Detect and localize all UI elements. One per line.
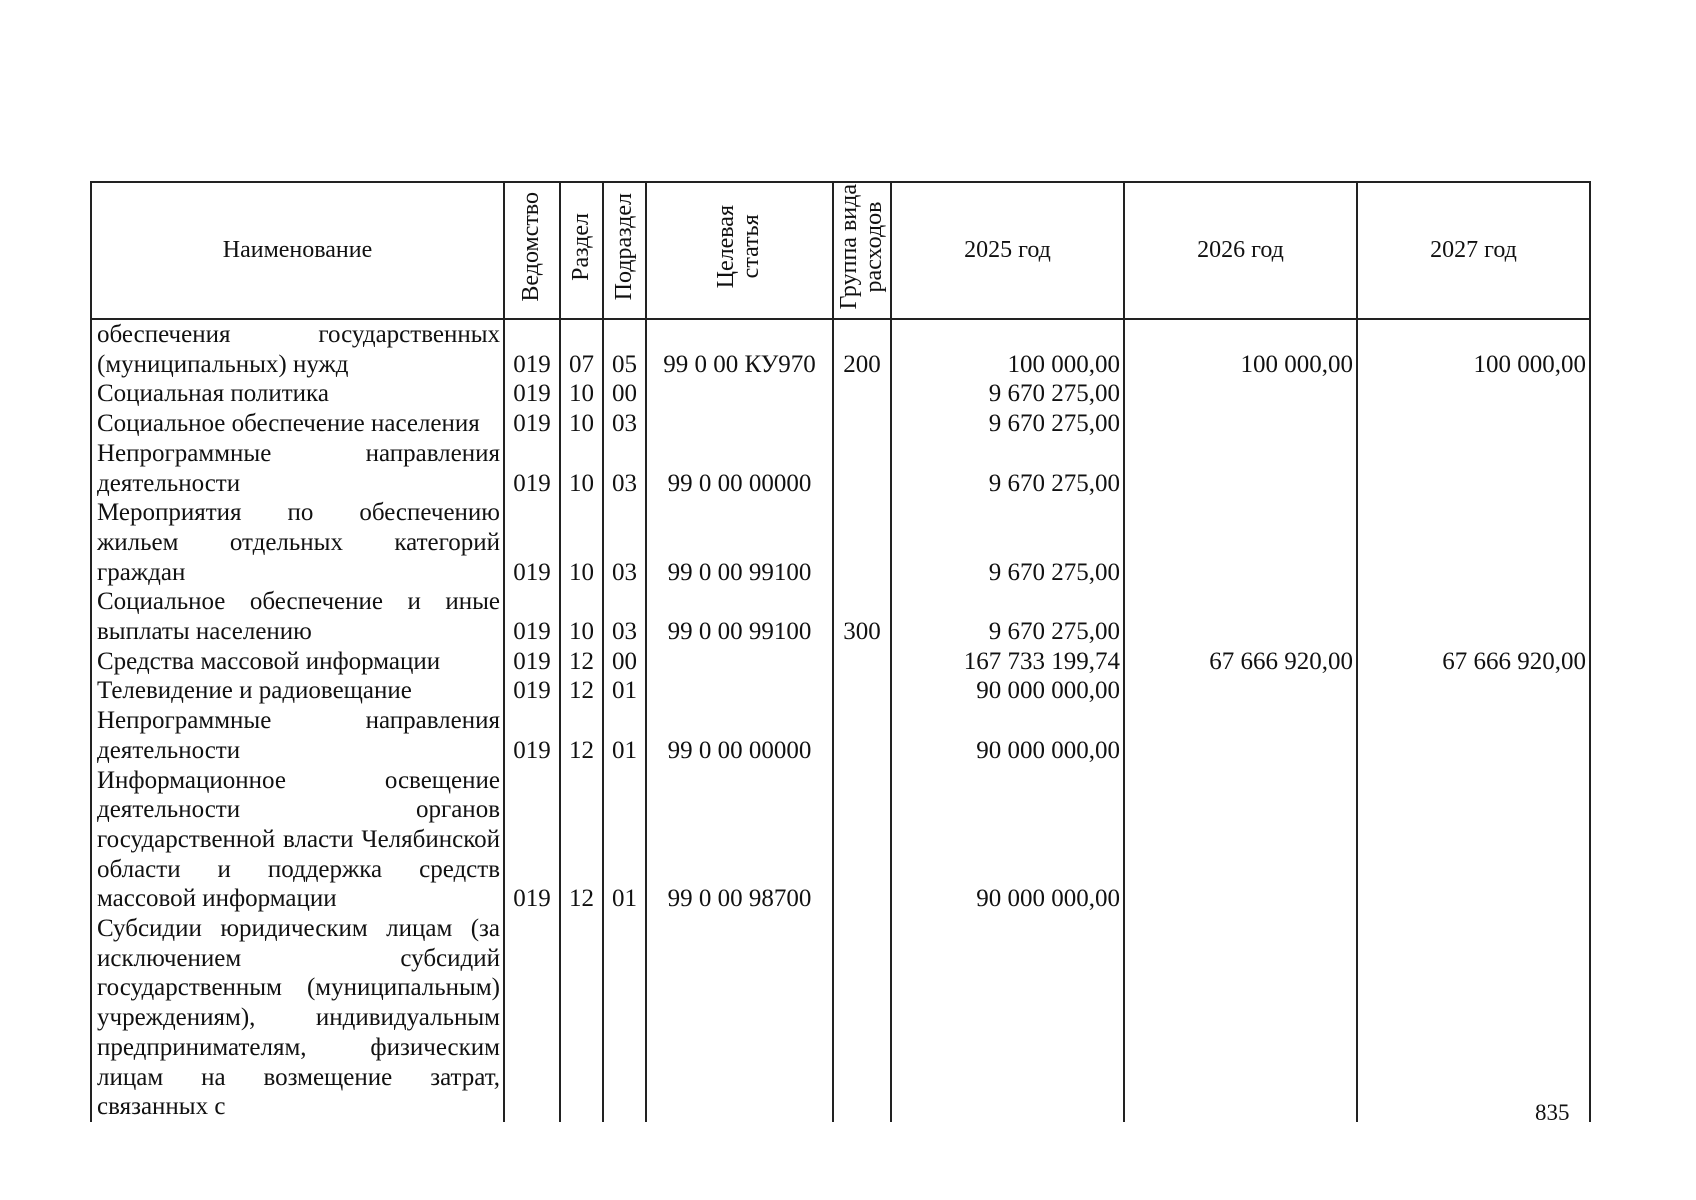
row-amount-2026 (1124, 587, 1357, 646)
row-amount-2027 (1357, 766, 1590, 915)
table-row (91, 409, 1590, 439)
header-vedomstvo: Ведомство (504, 182, 560, 319)
row-celevaya-statya (646, 379, 833, 409)
table-row (91, 498, 1590, 587)
row-amount-2026 (1124, 676, 1357, 706)
row-podrazdel: 00 (603, 379, 646, 409)
header-2027: 2027 год (1357, 182, 1590, 319)
row-celevaya-statya: 99 0 00 98700 (646, 766, 833, 915)
row-amount-2025: 90 000 000,00 (891, 706, 1124, 765)
row-vedomstvo: 019 (504, 319, 560, 379)
row-amount-2025 (891, 914, 1124, 1122)
row-amount-2025: 9 670 275,00 (891, 498, 1124, 587)
row-celevaya-statya (646, 676, 833, 706)
row-amount-2027 (1357, 706, 1590, 765)
row-amount-2026 (1124, 379, 1357, 409)
row-razdel: 10 (560, 379, 603, 409)
row-vedomstvo: 019 (504, 766, 560, 915)
row-amount-2026 (1124, 409, 1357, 439)
row-amount-2025: 100 000,00 (891, 319, 1124, 379)
row-amount-2026 (1124, 439, 1357, 498)
row-razdel: 12 (560, 647, 603, 677)
row-razdel (560, 914, 603, 1122)
row-amount-2027: 67 666 920,00 (1357, 647, 1590, 677)
row-celevaya-statya (646, 409, 833, 439)
row-gruppa (833, 676, 891, 706)
row-amount-2025: 167 733 199,74 (891, 647, 1124, 677)
row-vedomstvo: 019 (504, 439, 560, 498)
row-razdel: 07 (560, 319, 603, 379)
row-podrazdel: 01 (603, 676, 646, 706)
row-gruppa (833, 439, 891, 498)
row-amount-2026 (1124, 914, 1357, 1122)
row-name: Телевидение и радиовещание (91, 676, 504, 706)
row-amount-2025: 9 670 275,00 (891, 379, 1124, 409)
row-amount-2027 (1357, 439, 1590, 498)
row-amount-2025: 90 000 000,00 (891, 766, 1124, 915)
table-header (91, 182, 1590, 319)
row-celevaya-statya (646, 647, 833, 677)
row-podrazdel: 05 (603, 319, 646, 379)
row-amount-2027 (1357, 914, 1590, 1122)
row-gruppa: 300 (833, 587, 891, 646)
row-amount-2027 (1357, 409, 1590, 439)
row-vedomstvo: 019 (504, 379, 560, 409)
row-razdel: 12 (560, 676, 603, 706)
row-amount-2026 (1124, 498, 1357, 587)
row-celevaya-statya: 99 0 00 99100 (646, 587, 833, 646)
row-vedomstvo: 019 (504, 498, 560, 587)
row-razdel: 10 (560, 587, 603, 646)
row-vedomstvo: 019 (504, 706, 560, 765)
row-celevaya-statya: 99 0 00 99100 (646, 498, 833, 587)
row-amount-2026 (1124, 706, 1357, 765)
row-name: Непрограммные направления деятельности (91, 706, 504, 765)
row-vedomstvo (504, 914, 560, 1122)
row-razdel: 10 (560, 498, 603, 587)
row-podrazdel: 03 (603, 498, 646, 587)
row-podrazdel: 03 (603, 587, 646, 646)
row-amount-2027 (1357, 676, 1590, 706)
row-razdel: 10 (560, 439, 603, 498)
header-name: Наименование (91, 182, 504, 319)
row-podrazdel: 03 (603, 439, 646, 498)
row-gruppa (833, 766, 891, 915)
header-razdel: Раздел (560, 182, 603, 319)
row-celevaya-statya: 99 0 00 00000 (646, 706, 833, 765)
row-podrazdel (603, 914, 646, 1122)
row-podrazdel: 03 (603, 409, 646, 439)
row-podrazdel: 01 (603, 706, 646, 765)
row-amount-2025: 9 670 275,00 (891, 409, 1124, 439)
row-amount-2027 (1357, 498, 1590, 587)
row-razdel: 12 (560, 766, 603, 915)
row-amount-2026: 67 666 920,00 (1124, 647, 1357, 677)
row-razdel: 12 (560, 706, 603, 765)
row-amount-2025: 9 670 275,00 (891, 587, 1124, 646)
row-amount-2027 (1357, 587, 1590, 646)
row-razdel: 10 (560, 409, 603, 439)
row-amount-2025: 9 670 275,00 (891, 439, 1124, 498)
row-podrazdel: 00 (603, 647, 646, 677)
row-gruppa (833, 409, 891, 439)
table-row (91, 319, 1590, 379)
header-2025: 2025 год (891, 182, 1124, 319)
row-gruppa (833, 706, 891, 765)
header-podrazdel: Подраздел (603, 182, 646, 319)
row-celevaya-statya (646, 914, 833, 1122)
row-amount-2027: 100 000,00 (1357, 319, 1590, 379)
row-name: Социальное обеспечение населения (91, 409, 504, 439)
table-row (91, 914, 1590, 1122)
table-row (91, 706, 1590, 765)
row-amount-2026: 100 000,00 (1124, 319, 1357, 379)
row-gruppa (833, 379, 891, 409)
row-gruppa: 200 (833, 319, 891, 379)
row-amount-2027 (1357, 379, 1590, 409)
row-vedomstvo: 019 (504, 676, 560, 706)
row-name: обеспечения государственных (муниципальных) нужд (91, 319, 504, 379)
row-vedomstvo: 019 (504, 587, 560, 646)
row-name: Социальная политика (91, 379, 504, 409)
row-name: Социальное обеспечение и иные выплаты населению (91, 587, 504, 646)
header-gruppa-vida-rashodov: Группа вида расходов (833, 182, 891, 319)
row-amount-2026 (1124, 766, 1357, 915)
row-name: Мероприятия по обеспечению жильем отдельных категорий граждан (91, 498, 504, 587)
table-row (91, 379, 1590, 409)
table-row (91, 647, 1590, 677)
row-vedomstvo: 019 (504, 647, 560, 677)
table-row (91, 587, 1590, 646)
row-gruppa (833, 498, 891, 587)
row-celevaya-statya: 99 0 00 КУ970 (646, 319, 833, 379)
row-vedomstvo: 019 (504, 409, 560, 439)
row-name: Информационное освещение деятельности органов государственной власти Челябинской области и поддержка средств массовой информации (91, 766, 504, 915)
row-name: Средства массовой информации (91, 647, 504, 677)
row-name: Субсидии юридическим лицам (за исключением субсидий государственным (муниципальным) учреждениям), индивидуальным предпринимателям, физическим лицам на возмещение затрат, связанных с (91, 914, 504, 1122)
table-row (91, 766, 1590, 915)
table-row (91, 439, 1590, 498)
row-amount-2025: 90 000 000,00 (891, 676, 1124, 706)
budget-table (90, 181, 1591, 1122)
row-celevaya-statya: 99 0 00 00000 (646, 439, 833, 498)
table-body (91, 319, 1590, 1122)
row-name: Непрограммные направления деятельности (91, 439, 504, 498)
row-gruppa (833, 914, 891, 1122)
page-number: 835 (1535, 1100, 1570, 1125)
row-podrazdel: 01 (603, 766, 646, 915)
header-2026: 2026 год (1124, 182, 1357, 319)
row-gruppa (833, 647, 891, 677)
table-row (91, 676, 1590, 706)
header-celevaya-statya: Целевая статья (646, 182, 833, 319)
